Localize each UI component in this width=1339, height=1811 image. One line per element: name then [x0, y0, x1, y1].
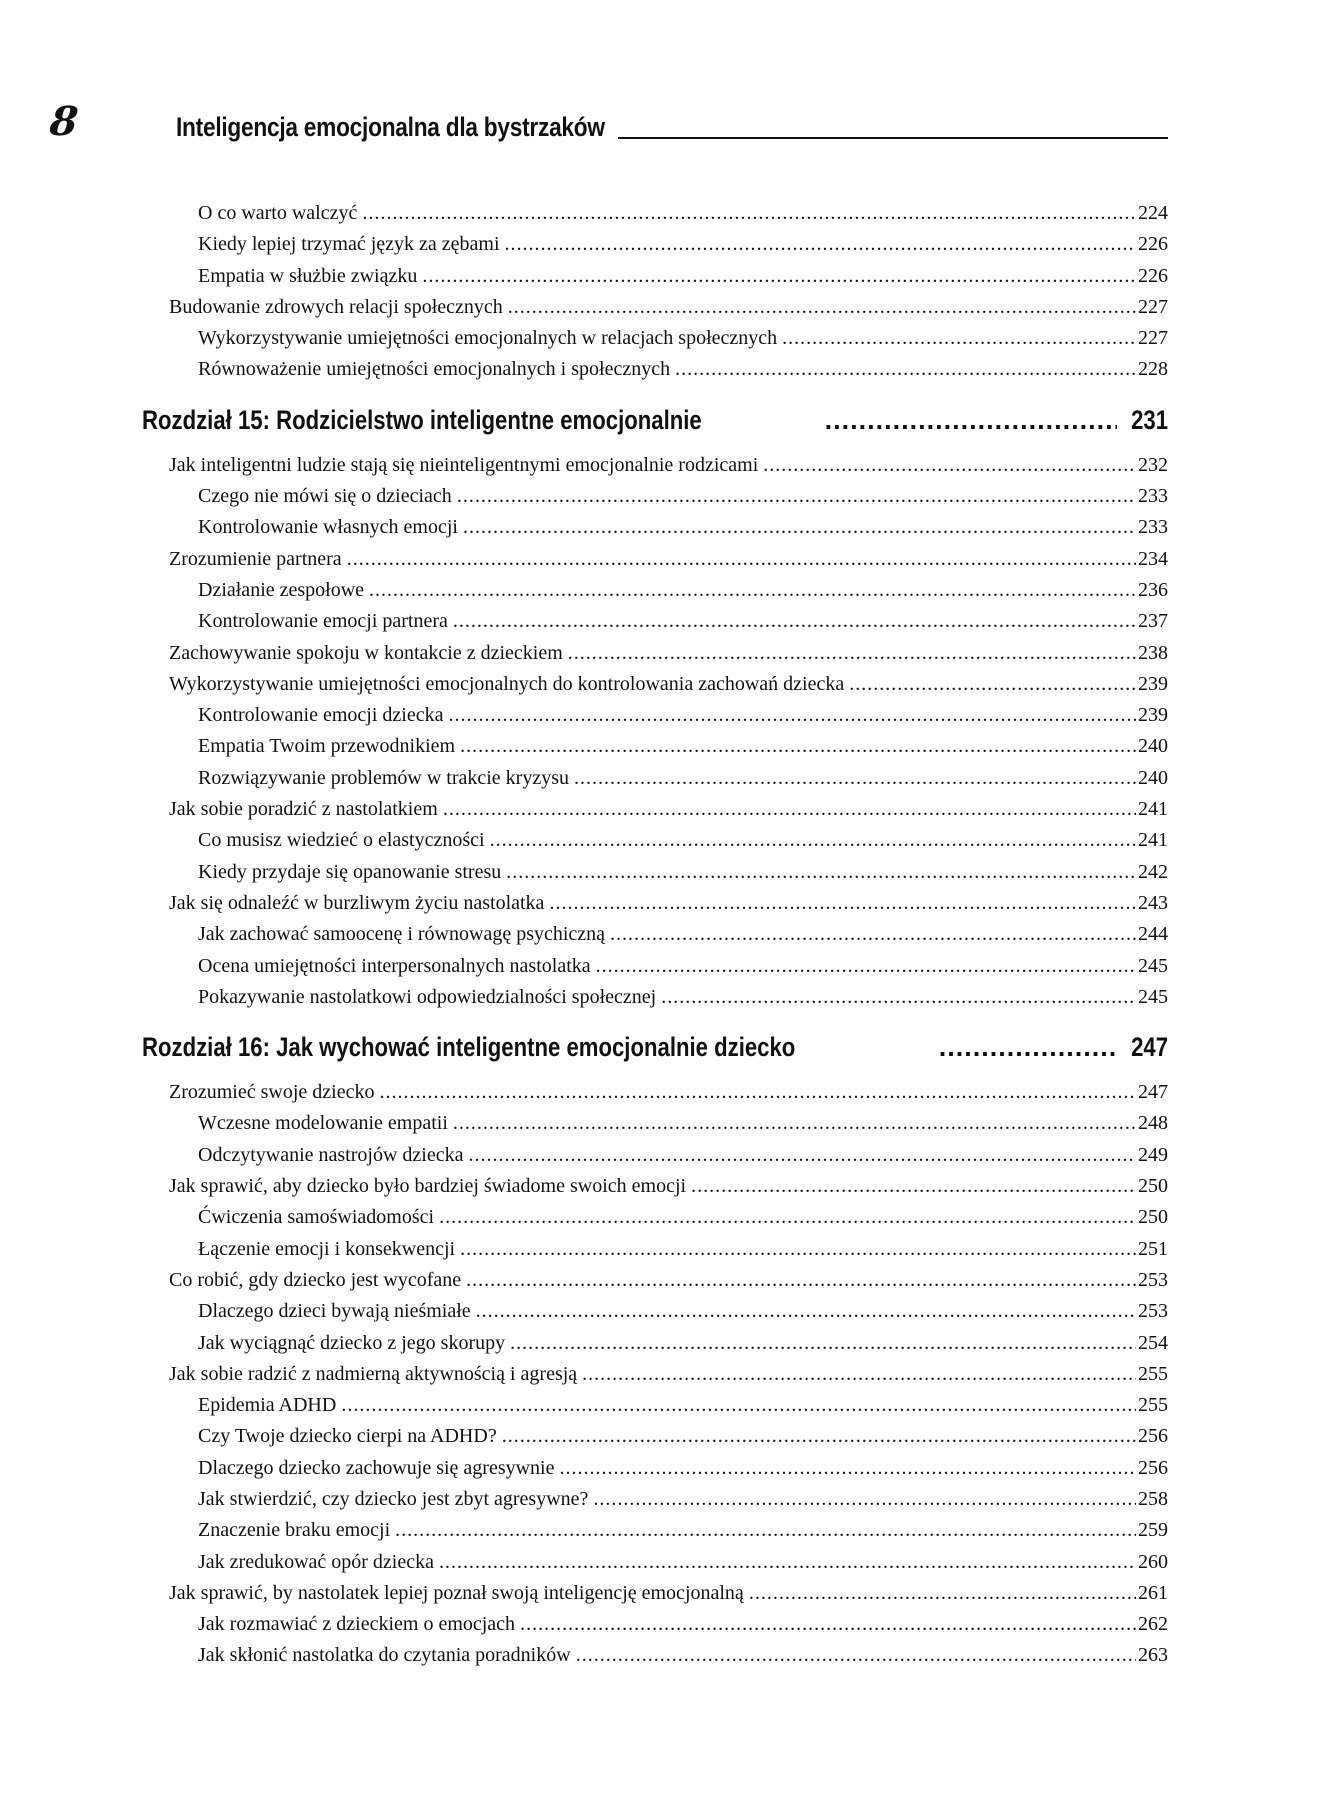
dot-leader — [463, 512, 1136, 543]
toc-page-number: 248 — [1138, 1112, 1168, 1135]
toc-section-entry — [142, 638, 1168, 669]
toc-page-number: 247 — [1131, 1032, 1168, 1063]
dot-leader — [574, 763, 1136, 794]
toc-page-number: 239 — [1138, 704, 1168, 727]
dot-leader — [520, 1609, 1136, 1640]
toc-page-number: 250 — [1138, 1206, 1168, 1229]
dot-leader — [596, 951, 1136, 982]
dot-leader — [505, 229, 1136, 260]
toc-subsection-entry — [142, 1547, 1168, 1578]
toc-entry-title: Kontrolowanie emocji dziecka — [198, 704, 444, 727]
dot-leader — [510, 1328, 1136, 1359]
toc-page-number: 241 — [1138, 798, 1168, 821]
toc-page-number: 243 — [1138, 891, 1168, 914]
toc-page-number: 260 — [1138, 1550, 1168, 1573]
toc-section-entry — [142, 1077, 1168, 1108]
toc-subsection-entry — [142, 354, 1168, 385]
toc-subsection-entry — [142, 825, 1168, 856]
toc-entry-title: Jak się odnaleźć w burzliwym życiu nastolatka — [169, 891, 545, 914]
toc-page-number: 247 — [1138, 1081, 1168, 1104]
dot-leader — [675, 354, 1136, 385]
toc-entry-title: Co robić, gdy dziecko jest wycofane — [169, 1268, 462, 1291]
toc-page-number: 256 — [1138, 1425, 1168, 1448]
toc-entry-title: Epidemia ADHD — [198, 1394, 337, 1417]
dot-leader — [453, 606, 1136, 637]
toc-subsection-entry — [142, 700, 1168, 731]
toc-subsection-entry — [142, 1108, 1168, 1139]
toc-page-number: 224 — [1138, 202, 1168, 224]
header-rule — [618, 137, 1168, 139]
dot-leader — [395, 1515, 1136, 1546]
toc-page-number: 244 — [1138, 923, 1168, 946]
dot-leader — [508, 292, 1136, 323]
toc-entry-title: Jak rozmawiać z dzieckiem o emocjach — [198, 1613, 516, 1636]
toc-section-entry — [142, 1171, 1168, 1202]
toc-entry-title: Zachowywanie spokoju w kontakcie z dzieckiem — [169, 641, 563, 664]
toc-chapter-heading — [142, 394, 1168, 446]
dot-leader — [448, 700, 1136, 731]
toc-entry-title: Znaczenie braku emocji — [198, 1519, 391, 1542]
dot-leader — [490, 825, 1136, 856]
toc-subsection-entry — [142, 1609, 1168, 1640]
toc-entry-title: Jak sprawić, by nastolatek lepiej poznał swoją inteligencję emocjonalną — [169, 1581, 744, 1604]
toc-entry-title: Czy Twoje dziecko cierpi na ADHD? — [198, 1425, 497, 1448]
toc-page-number: 256 — [1138, 1456, 1168, 1479]
toc-entry-title: Ćwiczenia samoświadomości — [198, 1206, 435, 1229]
dot-leader — [560, 1453, 1137, 1484]
dot-leader — [661, 982, 1136, 1013]
dot-leader — [576, 1640, 1136, 1671]
toc-page-number: 261 — [1138, 1581, 1168, 1604]
toc-subsection-entry — [142, 1296, 1168, 1327]
book-title: Inteligencja emocjonalna dla bystrzaków — [176, 112, 605, 142]
toc-subsection-entry — [142, 731, 1168, 762]
dot-leader — [468, 1140, 1136, 1171]
dot-leader — [749, 1578, 1136, 1609]
toc-entry-title: Równoważenie umiejętności emocjonalnych i społecznych — [198, 358, 671, 381]
dot-leader — [502, 1421, 1136, 1452]
toc-page-number: 253 — [1138, 1268, 1168, 1291]
toc-subsection-entry — [142, 982, 1168, 1013]
dot-leader — [582, 1359, 1136, 1390]
toc-entry-title: Kiedy przydaje się opanowanie stresu — [198, 860, 502, 883]
toc-page-number: 255 — [1138, 1362, 1168, 1385]
toc-page-number: 234 — [1138, 547, 1168, 570]
toc-page-number: 245 — [1138, 985, 1168, 1008]
toc-page-number: 226 — [1138, 233, 1168, 256]
toc-entry-title: Budowanie zdrowych relacji społecznych — [169, 295, 503, 318]
dot-leader — [341, 1390, 1136, 1421]
toc-section-entry — [142, 669, 1168, 700]
toc-page-number: 263 — [1138, 1644, 1168, 1667]
toc-entry-title: Łączenie emocji i konsekwencji — [198, 1237, 456, 1260]
dot-leader — [443, 794, 1136, 825]
dot-leader — [466, 1265, 1136, 1296]
dot-leader — [763, 450, 1136, 481]
toc-entry-title: Jak sobie radzić z nadmierną aktywnością i agresją — [169, 1362, 578, 1385]
toc-page-number: 251 — [1138, 1237, 1168, 1260]
toc-page-number: 237 — [1138, 610, 1168, 633]
toc-subsection-entry — [142, 261, 1168, 292]
toc-subsection-entry — [142, 606, 1168, 637]
toc-entry-title: Kiedy lepiej trzymać język za zębami — [198, 233, 500, 256]
toc-page-number: 231 — [1131, 404, 1168, 435]
toc-subsection-entry — [142, 1202, 1168, 1233]
toc-entry-title: Empatia Twoim przewodnikiem — [198, 735, 456, 758]
toc-entry-title: Jak inteligentni ludzie stają się nieinteligentnymi emocjonalnie rodzicami — [169, 453, 759, 476]
toc-entry-title: Jak sobie poradzić z nastolatkiem — [169, 798, 438, 821]
dot-leader — [825, 394, 1117, 446]
dot-leader — [939, 1021, 1117, 1073]
toc-page-number: 239 — [1138, 672, 1168, 695]
dot-leader — [782, 323, 1136, 354]
dot-leader — [457, 481, 1136, 512]
dot-leader — [439, 1547, 1136, 1578]
toc-page-number: 241 — [1138, 829, 1168, 852]
toc-subsection-entry — [142, 857, 1168, 888]
toc-entry-title: Czego nie mówi się o dzieciach — [198, 485, 452, 508]
toc-page-number: 233 — [1138, 516, 1168, 539]
toc-subsection-entry — [142, 481, 1168, 512]
toc-page-number: 249 — [1138, 1143, 1168, 1166]
toc-subsection-entry — [142, 575, 1168, 606]
dot-leader — [610, 919, 1136, 950]
toc-subsection-entry — [142, 763, 1168, 794]
toc-section-entry — [142, 292, 1168, 323]
toc-subsection-entry — [142, 951, 1168, 982]
toc-entry-title: Jak zredukować opór dziecka — [198, 1550, 434, 1573]
page-number: 8 — [47, 98, 81, 145]
toc-entry-title: Jak sprawić, aby dziecko było bardziej świadome swoich emocji — [169, 1175, 687, 1198]
dot-leader — [362, 198, 1136, 229]
dot-leader — [593, 1484, 1136, 1515]
toc-page-number: 250 — [1138, 1175, 1168, 1198]
toc-entry-title: Wczesne modelowanie empatii — [198, 1112, 448, 1135]
toc-section-entry — [142, 1359, 1168, 1390]
toc-page-number: 254 — [1138, 1331, 1168, 1354]
dot-leader — [460, 731, 1136, 762]
toc-page-number: 259 — [1138, 1519, 1168, 1542]
toc-entry-title: Zrozumieć swoje dziecko — [169, 1081, 375, 1104]
toc-page-number: 227 — [1138, 295, 1168, 318]
toc-page-number: 227 — [1138, 327, 1168, 350]
toc-section-entry — [142, 450, 1168, 481]
toc-entry-title: Kontrolowanie własnych emocji — [198, 516, 458, 539]
toc-page-number: 240 — [1138, 766, 1168, 789]
toc-entry-title: Odczytywanie nastrojów dziecka — [198, 1143, 464, 1166]
dot-leader — [422, 261, 1136, 292]
toc-entry-title: Ocena umiejętności interpersonalnych nastolatka — [198, 954, 591, 977]
toc-entry-title: Rozwiązywanie problemów w trakcie kryzysu — [198, 766, 569, 789]
toc-subsection-entry — [142, 198, 1168, 229]
toc-entry-title: Wykorzystywanie umiejętności emocjonalnych do kontrolowania zachowań dziecka — [169, 672, 845, 695]
toc-page-number: 236 — [1138, 578, 1168, 601]
dot-leader — [460, 1234, 1136, 1265]
toc-entry-title: Jak zachować samoocenę i równowagę psychiczną — [198, 923, 606, 946]
toc-subsection-entry — [142, 1515, 1168, 1546]
running-header — [47, 98, 1168, 145]
dot-leader — [506, 857, 1136, 888]
toc-page-number: 242 — [1138, 860, 1168, 883]
toc-entry-title: Zrozumienie partnera — [169, 547, 342, 570]
toc-section-entry — [142, 1265, 1168, 1296]
toc-entry-title: Wykorzystywanie umiejętności emocjonalnych w relacjach społecznych — [198, 327, 778, 350]
dot-leader — [849, 669, 1136, 700]
toc-page-number: 258 — [1138, 1487, 1168, 1510]
toc-page-number: 233 — [1138, 485, 1168, 508]
toc-section-entry — [142, 888, 1168, 919]
toc-page-number: 232 — [1138, 453, 1168, 476]
dot-leader — [453, 1108, 1136, 1139]
toc-entry-title: Jak wyciągnąć dziecko z jego skorupy — [198, 1331, 506, 1354]
toc-entry-title: Pokazywanie nastolatkowi odpowiedzialności społecznej — [198, 985, 657, 1008]
toc-subsection-entry — [142, 1640, 1168, 1671]
toc-entry-title: Kontrolowanie emocji partnera — [198, 610, 448, 633]
dot-leader — [347, 544, 1136, 575]
toc-subsection-entry — [142, 1453, 1168, 1484]
toc-page-number: 238 — [1138, 641, 1168, 664]
dot-leader — [568, 638, 1136, 669]
toc-section-entry — [142, 794, 1168, 825]
toc-subsection-entry — [142, 229, 1168, 260]
toc-section-entry — [142, 1578, 1168, 1609]
dot-leader — [439, 1202, 1136, 1233]
toc-chapter-heading — [142, 1021, 1168, 1073]
toc-subsection-entry — [142, 512, 1168, 543]
toc-subsection-entry — [142, 1421, 1168, 1452]
toc-entry-title: Empatia w służbie związku — [198, 264, 418, 287]
toc-section-entry — [142, 544, 1168, 575]
dot-leader — [691, 1171, 1136, 1202]
table-of-contents — [142, 198, 1168, 1672]
toc-entry-title: Działanie zespołowe — [198, 578, 365, 601]
toc-entry-title: Jak stwierdzić, czy dziecko jest zbyt agresywne? — [198, 1487, 589, 1510]
toc-entry-title: O co warto walczyć — [198, 202, 358, 224]
toc-page-number: 255 — [1138, 1394, 1168, 1417]
toc-subsection-entry — [142, 919, 1168, 950]
toc-entry-title: Co musisz wiedzieć o elastyczności — [198, 829, 485, 852]
toc-entry-title: Dlaczego dzieci bywają nieśmiałe — [198, 1300, 471, 1323]
toc-subsection-entry — [142, 1390, 1168, 1421]
toc-page-number: 245 — [1138, 954, 1168, 977]
toc-subsection-entry — [142, 1234, 1168, 1265]
toc-page-number: 240 — [1138, 735, 1168, 758]
toc-entry-title: Jak skłonić nastolatka do czytania poradników — [198, 1644, 571, 1667]
toc-page-number: 253 — [1138, 1300, 1168, 1323]
toc-subsection-entry — [142, 1140, 1168, 1171]
toc-entry-title: Rozdział 16: Jak wychować inteligentne emocjonalnie dziecko — [142, 1032, 796, 1063]
dot-leader — [549, 888, 1136, 919]
dot-leader — [476, 1296, 1136, 1327]
dot-leader — [379, 1077, 1136, 1108]
toc-entry-title: Rozdział 15: Rodzicielstwo inteligentne emocjonalnie — [142, 404, 702, 435]
toc-subsection-entry — [142, 1484, 1168, 1515]
toc-page-number: 228 — [1138, 358, 1168, 381]
toc-page-number: 226 — [1138, 264, 1168, 287]
dot-leader — [369, 575, 1136, 606]
toc-subsection-entry — [142, 1328, 1168, 1359]
toc-subsection-entry — [142, 323, 1168, 354]
toc-entry-title: Dlaczego dziecko zachowuje się agresywnie — [198, 1456, 555, 1479]
toc-page-number: 262 — [1138, 1613, 1168, 1636]
